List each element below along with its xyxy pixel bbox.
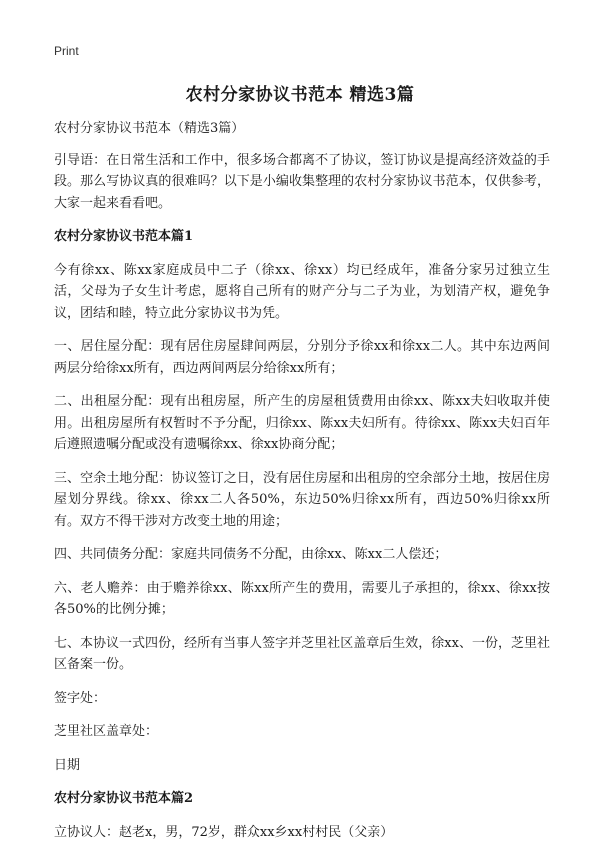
section-1-paragraph: 三、空余土地分配：协议签订之日，没有居住房屋和出租房的空余部分土地，按居住房屋划分界线。徐xx、徐xx二人各50%，东边50%归徐xx所有，西边50%归徐xx所有。双方不得干涉对方改变土地的用途； xyxy=(54,470,550,529)
signature-line: 签字处： xyxy=(54,690,107,706)
section-1-paragraph: 七、本协议一式四份，经所有当事人签字并芝里社区盖章后生效，徐xx、一份，芝里社区备案一份。 xyxy=(54,635,550,672)
document-title: 农村分家协议书范本 精选3篇 xyxy=(185,85,415,105)
section-1-paragraph: 今有徐xx、陈xx家庭成员中二子（徐xx、徐xx）均已经成年，准备分家另过独立生活，父母为子女生计考虑，愿将自己所有的财产分与二子为业，为划清产权，避免争议，团结和睦，特立此分家协议书为凭。 xyxy=(54,262,550,321)
seal-line: 芝里社区盖章处： xyxy=(54,724,159,739)
section-1-paragraph: 二、出租屋分配：现有出租房屋，所产生的房屋租赁费用由徐xx、陈xx夫妇收取并使用。出租房屋所有权暂时不予分配，归徐xx、陈xx夫妇所有。待徐xx、陈xx夫妇百年后遵照遗嘱分配或没有遗嘱徐xx、徐xx协商分配； xyxy=(54,394,550,452)
print-link[interactable]: Print xyxy=(54,44,79,58)
section-1-paragraph: 一、居住屋分配：现有居住房屋肆间两层，分别分予徐xx和徐xx二人。其中东边两间两层分给徐xx所有，西边两间两层分给徐xx所有； xyxy=(54,339,550,376)
date-line: 日期 xyxy=(54,757,81,773)
document-subtitle: 农村分家协议书范本（精选3篇） xyxy=(54,121,245,136)
section-1-heading: 农村分家协议书范本篇1 xyxy=(54,229,194,244)
intro-paragraph: 引导语：在日常生活和工作中，很多场合都离不了协议，签订协议是提高经济效益的手段。那么写协议真的很难吗？以下是小编收集整理的农村分家协议书范本，仅供参考，大家一起来看看吧。 xyxy=(54,152,550,211)
section-1-paragraph: 四、共同债务分配：家庭共同债务不分配，由徐xx、陈xx二人偿还； xyxy=(54,547,448,562)
document-body xyxy=(54,118,550,855)
section-2-paragraph: 立协议人：赵老x，男，72岁，群众xx乡xx村村民（父亲） xyxy=(54,824,394,840)
section-1-paragraph: 六、老人赡养：由于赡养徐xx、陈xx所产生的费用，需要儿子承担的，徐xx、徐xx按各50%的比例分摊； xyxy=(54,580,550,617)
section-2-heading: 农村分家协议书范本篇2 xyxy=(54,791,194,806)
